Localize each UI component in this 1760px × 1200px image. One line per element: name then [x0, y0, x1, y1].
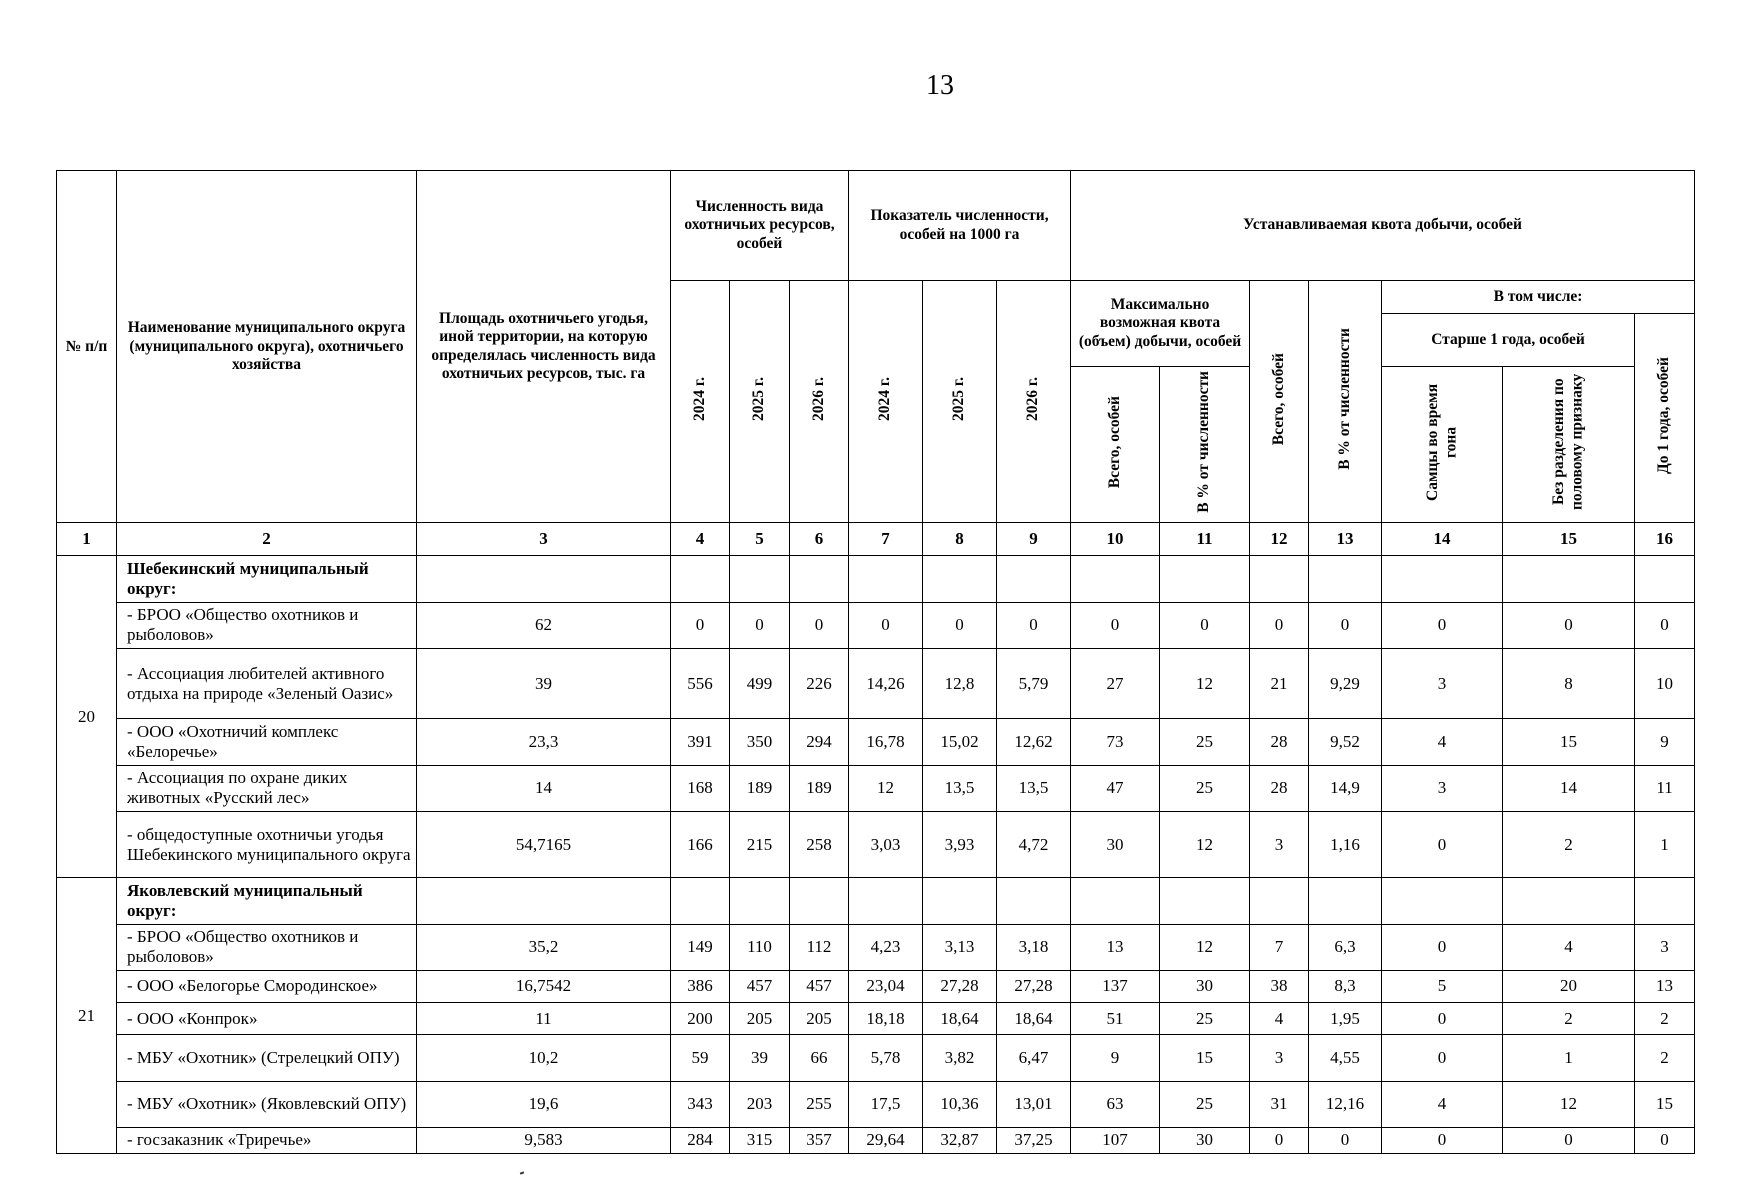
- value-cell: 18,18: [849, 1003, 923, 1035]
- column-number: 5: [730, 523, 790, 556]
- header-pct: В % от численности: [1309, 281, 1382, 523]
- header-pct-of-pop: В % от численности: [1160, 367, 1250, 523]
- value-cell: 1: [1503, 1035, 1635, 1081]
- column-number: 13: [1309, 523, 1382, 556]
- table-row: [57, 602, 1695, 648]
- value-cell: 4: [1503, 924, 1635, 970]
- group-number: 20: [57, 556, 117, 878]
- value-cell: 0: [923, 602, 997, 648]
- value-cell: 12: [1160, 649, 1250, 719]
- value-cell: 12: [1503, 1081, 1635, 1127]
- value-cell: 13: [1635, 970, 1695, 1002]
- value-cell: 51: [1071, 1003, 1160, 1035]
- value-cell: 3: [1250, 811, 1309, 877]
- value-cell: 27: [1071, 649, 1160, 719]
- value-cell: 27,28: [923, 970, 997, 1002]
- organization-name: - ООО «Охотничий комплекс «Белоречье»: [117, 719, 417, 765]
- organization-name: - госзаказник «Триречье»: [117, 1127, 417, 1153]
- value-cell: 0: [1250, 1127, 1309, 1153]
- table-row: [57, 719, 1695, 765]
- value-cell: 0: [1503, 602, 1635, 648]
- area-cell: 23,3: [417, 719, 671, 765]
- value-cell: 17,5: [849, 1081, 923, 1127]
- group-number: 21: [57, 878, 117, 1154]
- area-cell: 19,6: [417, 1081, 671, 1127]
- value-cell: 30: [1160, 1127, 1250, 1153]
- column-number-row: [57, 523, 1695, 556]
- value-cell: 27,28: [997, 970, 1071, 1002]
- value-cell: 0: [1382, 1035, 1503, 1081]
- value-cell: 0: [1382, 1003, 1503, 1035]
- value-cell: 9,29: [1309, 649, 1382, 719]
- header-name: Наименование муниципального округа (муниципального округа), охотничьего хозяйства: [117, 171, 417, 523]
- table-row: [57, 1035, 1695, 1081]
- empty-cell: [849, 556, 923, 602]
- value-cell: 168: [671, 765, 730, 811]
- value-cell: 5,78: [849, 1035, 923, 1081]
- value-cell: 31: [1250, 1081, 1309, 1127]
- value-cell: 9,52: [1309, 719, 1382, 765]
- table-row: [57, 970, 1695, 1002]
- area-cell: 11: [417, 1003, 671, 1035]
- column-number: 10: [1071, 523, 1160, 556]
- column-number: 16: [1635, 523, 1695, 556]
- empty-cell: [671, 556, 730, 602]
- header-population: Численность вида охотничьих ресурсов, особей: [671, 171, 849, 281]
- column-number: 6: [790, 523, 849, 556]
- empty-cell: [997, 556, 1071, 602]
- value-cell: 15,02: [923, 719, 997, 765]
- empty-cell: [923, 878, 997, 924]
- value-cell: 25: [1160, 1081, 1250, 1127]
- header-den-2024: 2024 г.: [849, 281, 923, 523]
- column-number: 15: [1503, 523, 1635, 556]
- column-number: 7: [849, 523, 923, 556]
- value-cell: 203: [730, 1081, 790, 1127]
- value-cell: 315: [730, 1127, 790, 1153]
- column-number: 12: [1250, 523, 1309, 556]
- value-cell: 0: [730, 602, 790, 648]
- value-cell: 0: [1160, 602, 1250, 648]
- value-cell: 12: [1160, 924, 1250, 970]
- column-number: 4: [671, 523, 730, 556]
- area-cell: 39: [417, 649, 671, 719]
- value-cell: 1,95: [1309, 1003, 1382, 1035]
- value-cell: 457: [790, 970, 849, 1002]
- empty-cell: [1503, 556, 1635, 602]
- value-cell: 166: [671, 811, 730, 877]
- value-cell: 4: [1382, 1081, 1503, 1127]
- scan-mark: [520, 1171, 524, 1174]
- value-cell: 15: [1160, 1035, 1250, 1081]
- value-cell: 20: [1503, 970, 1635, 1002]
- value-cell: 25: [1160, 765, 1250, 811]
- value-cell: 14,26: [849, 649, 923, 719]
- value-cell: 0: [1382, 602, 1503, 648]
- value-cell: 18,64: [923, 1003, 997, 1035]
- value-cell: 66: [790, 1035, 849, 1081]
- value-cell: 28: [1250, 765, 1309, 811]
- value-cell: 32,87: [923, 1127, 997, 1153]
- value-cell: 38: [1250, 970, 1309, 1002]
- organization-name: - ООО «Конпрок»: [117, 1003, 417, 1035]
- value-cell: 8: [1503, 649, 1635, 719]
- value-cell: 13: [1071, 924, 1160, 970]
- value-cell: 2: [1635, 1035, 1695, 1081]
- empty-cell: [849, 878, 923, 924]
- quota-table: [56, 170, 1695, 1154]
- value-cell: 556: [671, 649, 730, 719]
- column-number: 11: [1160, 523, 1250, 556]
- empty-cell: [997, 878, 1071, 924]
- value-cell: 9: [1071, 1035, 1160, 1081]
- value-cell: 0: [1250, 602, 1309, 648]
- table-row: [57, 1127, 1695, 1153]
- header-pop-2024: 2024 г.: [671, 281, 730, 523]
- header-males: Самцы во время гона: [1382, 367, 1503, 523]
- value-cell: 149: [671, 924, 730, 970]
- empty-cell: [1071, 878, 1160, 924]
- value-cell: 15: [1503, 719, 1635, 765]
- empty-cell: [417, 878, 671, 924]
- area-cell: 10,2: [417, 1035, 671, 1081]
- header-pop-2025: 2025 г.: [730, 281, 790, 523]
- value-cell: 0: [1382, 924, 1503, 970]
- empty-cell: [1250, 556, 1309, 602]
- value-cell: 0: [1309, 602, 1382, 648]
- group-title: Шебекинский муниципальный округ:: [117, 556, 417, 602]
- value-cell: 386: [671, 970, 730, 1002]
- group-header-row: [57, 556, 1695, 602]
- empty-cell: [730, 556, 790, 602]
- value-cell: 0: [1635, 1127, 1695, 1153]
- column-number: 8: [923, 523, 997, 556]
- organization-name: - МБУ «Охотник» (Стрелецкий ОПУ): [117, 1035, 417, 1081]
- value-cell: 357: [790, 1127, 849, 1153]
- value-cell: 0: [1382, 811, 1503, 877]
- value-cell: 15: [1635, 1081, 1695, 1127]
- area-cell: 35,2: [417, 924, 671, 970]
- header-including: В том числе:: [1382, 281, 1695, 314]
- value-cell: 25: [1160, 719, 1250, 765]
- empty-cell: [671, 878, 730, 924]
- value-cell: 1: [1635, 811, 1695, 877]
- column-number: 2: [117, 523, 417, 556]
- organization-name: - БРОО «Общество охотников и рыболовов»: [117, 602, 417, 648]
- value-cell: 12,16: [1309, 1081, 1382, 1127]
- value-cell: 14,9: [1309, 765, 1382, 811]
- column-number: 14: [1382, 523, 1503, 556]
- value-cell: 3,18: [997, 924, 1071, 970]
- table-row: [57, 649, 1695, 719]
- group-title: Яковлевский муниципальный округ:: [117, 878, 417, 924]
- header-older: Старше 1 года, особей: [1382, 314, 1635, 367]
- table-row: [57, 811, 1695, 877]
- value-cell: 3,13: [923, 924, 997, 970]
- header-density: Показатель численности, особей на 1000 га: [849, 171, 1071, 281]
- value-cell: 189: [730, 765, 790, 811]
- value-cell: 37,25: [997, 1127, 1071, 1153]
- value-cell: 0: [1635, 602, 1695, 648]
- value-cell: 2: [1503, 1003, 1635, 1035]
- value-cell: 10,36: [923, 1081, 997, 1127]
- value-cell: 18,64: [997, 1003, 1071, 1035]
- value-cell: 112: [790, 924, 849, 970]
- header-total-animals: Всего, особей: [1071, 367, 1160, 523]
- value-cell: 4: [1250, 1003, 1309, 1035]
- value-cell: 391: [671, 719, 730, 765]
- value-cell: 23,04: [849, 970, 923, 1002]
- value-cell: 0: [1309, 1127, 1382, 1153]
- table-row: [57, 1003, 1695, 1035]
- empty-cell: [790, 878, 849, 924]
- value-cell: 205: [790, 1003, 849, 1035]
- value-cell: 0: [671, 602, 730, 648]
- value-cell: 255: [790, 1081, 849, 1127]
- value-cell: 4: [1382, 719, 1503, 765]
- area-cell: 54,7165: [417, 811, 671, 877]
- value-cell: 7: [1250, 924, 1309, 970]
- organization-name: - БРОО «Общество охотников и рыболовов»: [117, 924, 417, 970]
- value-cell: 1,16: [1309, 811, 1382, 877]
- value-cell: 343: [671, 1081, 730, 1127]
- value-cell: 226: [790, 649, 849, 719]
- value-cell: 3: [1382, 765, 1503, 811]
- value-cell: 189: [790, 765, 849, 811]
- value-cell: 12,62: [997, 719, 1071, 765]
- value-cell: 13,5: [923, 765, 997, 811]
- value-cell: 14: [1503, 765, 1635, 811]
- value-cell: 3: [1250, 1035, 1309, 1081]
- value-cell: 12,8: [923, 649, 997, 719]
- value-cell: 0: [997, 602, 1071, 648]
- table-row: [57, 765, 1695, 811]
- value-cell: 205: [730, 1003, 790, 1035]
- area-cell: 62: [417, 602, 671, 648]
- empty-cell: [417, 556, 671, 602]
- value-cell: 9: [1635, 719, 1695, 765]
- empty-cell: [1503, 878, 1635, 924]
- value-cell: 4,72: [997, 811, 1071, 877]
- header-max-quota: Максимально возможная квота (объем) добычи, особей: [1071, 281, 1250, 367]
- value-cell: 3: [1635, 924, 1695, 970]
- header-under1: До 1 года, особей: [1635, 314, 1695, 523]
- value-cell: 137: [1071, 970, 1160, 1002]
- area-cell: 16,7542: [417, 970, 671, 1002]
- value-cell: 5,79: [997, 649, 1071, 719]
- value-cell: 13,5: [997, 765, 1071, 811]
- value-cell: 3: [1382, 649, 1503, 719]
- value-cell: 215: [730, 811, 790, 877]
- empty-cell: [1160, 556, 1250, 602]
- value-cell: 4,23: [849, 924, 923, 970]
- value-cell: 294: [790, 719, 849, 765]
- value-cell: 47: [1071, 765, 1160, 811]
- value-cell: 8,3: [1309, 970, 1382, 1002]
- column-number: 1: [57, 523, 117, 556]
- value-cell: 13,01: [997, 1081, 1071, 1127]
- empty-cell: [1635, 878, 1695, 924]
- value-cell: 107: [1071, 1127, 1160, 1153]
- value-cell: 0: [1382, 1127, 1503, 1153]
- value-cell: 0: [849, 602, 923, 648]
- header-no-sex: Без разделения по половому признаку: [1503, 367, 1635, 523]
- value-cell: 29,64: [849, 1127, 923, 1153]
- value-cell: 5: [1382, 970, 1503, 1002]
- value-cell: 284: [671, 1127, 730, 1153]
- value-cell: 12: [849, 765, 923, 811]
- value-cell: 21: [1250, 649, 1309, 719]
- value-cell: 59: [671, 1035, 730, 1081]
- page-number: 13: [926, 70, 954, 101]
- value-cell: 28: [1250, 719, 1309, 765]
- area-cell: 9,583: [417, 1127, 671, 1153]
- empty-cell: [1309, 556, 1382, 602]
- empty-cell: [1071, 556, 1160, 602]
- empty-cell: [923, 556, 997, 602]
- value-cell: 3,03: [849, 811, 923, 877]
- value-cell: 30: [1160, 970, 1250, 1002]
- header-den-2026: 2026 г.: [997, 281, 1071, 523]
- value-cell: 4,55: [1309, 1035, 1382, 1081]
- value-cell: 0: [1071, 602, 1160, 648]
- value-cell: 499: [730, 649, 790, 719]
- area-cell: 14: [417, 765, 671, 811]
- value-cell: 6,47: [997, 1035, 1071, 1081]
- empty-cell: [1382, 878, 1503, 924]
- column-number: 3: [417, 523, 671, 556]
- value-cell: 0: [790, 602, 849, 648]
- value-cell: 25: [1160, 1003, 1250, 1035]
- group-header-row: [57, 878, 1695, 924]
- value-cell: 73: [1071, 719, 1160, 765]
- value-cell: 110: [730, 924, 790, 970]
- value-cell: 11: [1635, 765, 1695, 811]
- header-total: Всего, особей: [1250, 281, 1309, 523]
- value-cell: 39: [730, 1035, 790, 1081]
- value-cell: 350: [730, 719, 790, 765]
- header-quota: Устанавливаемая квота добычи, особей: [1071, 171, 1695, 281]
- empty-cell: [790, 556, 849, 602]
- value-cell: 10: [1635, 649, 1695, 719]
- value-cell: 0: [1503, 1127, 1635, 1153]
- organization-name: - ООО «Белогорье Смородинское»: [117, 970, 417, 1002]
- empty-cell: [1160, 878, 1250, 924]
- empty-cell: [730, 878, 790, 924]
- empty-cell: [1309, 878, 1382, 924]
- header-num: № п/п: [57, 171, 117, 523]
- header-pop-2026: 2026 г.: [790, 281, 849, 523]
- empty-cell: [1250, 878, 1309, 924]
- organization-name: - Ассоциация по охране диких животных «Русский лес»: [117, 765, 417, 811]
- value-cell: 63: [1071, 1081, 1160, 1127]
- empty-cell: [1635, 556, 1695, 602]
- header-den-2025: 2025 г.: [923, 281, 997, 523]
- value-cell: 258: [790, 811, 849, 877]
- value-cell: 3,82: [923, 1035, 997, 1081]
- value-cell: 3,93: [923, 811, 997, 877]
- organization-name: - МБУ «Охотник» (Яковлевский ОПУ): [117, 1081, 417, 1127]
- value-cell: 2: [1503, 811, 1635, 877]
- value-cell: 200: [671, 1003, 730, 1035]
- value-cell: 16,78: [849, 719, 923, 765]
- header-area: Площадь охотничьего угодья, иной территории, на которую определялась численность вида охотничьих ресурсов, тыс. га: [417, 171, 671, 523]
- empty-cell: [1382, 556, 1503, 602]
- column-number: 9: [997, 523, 1071, 556]
- value-cell: 457: [730, 970, 790, 1002]
- value-cell: 6,3: [1309, 924, 1382, 970]
- value-cell: 2: [1635, 1003, 1695, 1035]
- table-row: [57, 1081, 1695, 1127]
- organization-name: - общедоступные охотничьи угодья Шебекинского муниципального округа: [117, 811, 417, 877]
- organization-name: - Ассоциация любителей активного отдыха на природе «Зеленый Оазис»: [117, 649, 417, 719]
- value-cell: 30: [1071, 811, 1160, 877]
- value-cell: 12: [1160, 811, 1250, 877]
- table-row: [57, 924, 1695, 970]
